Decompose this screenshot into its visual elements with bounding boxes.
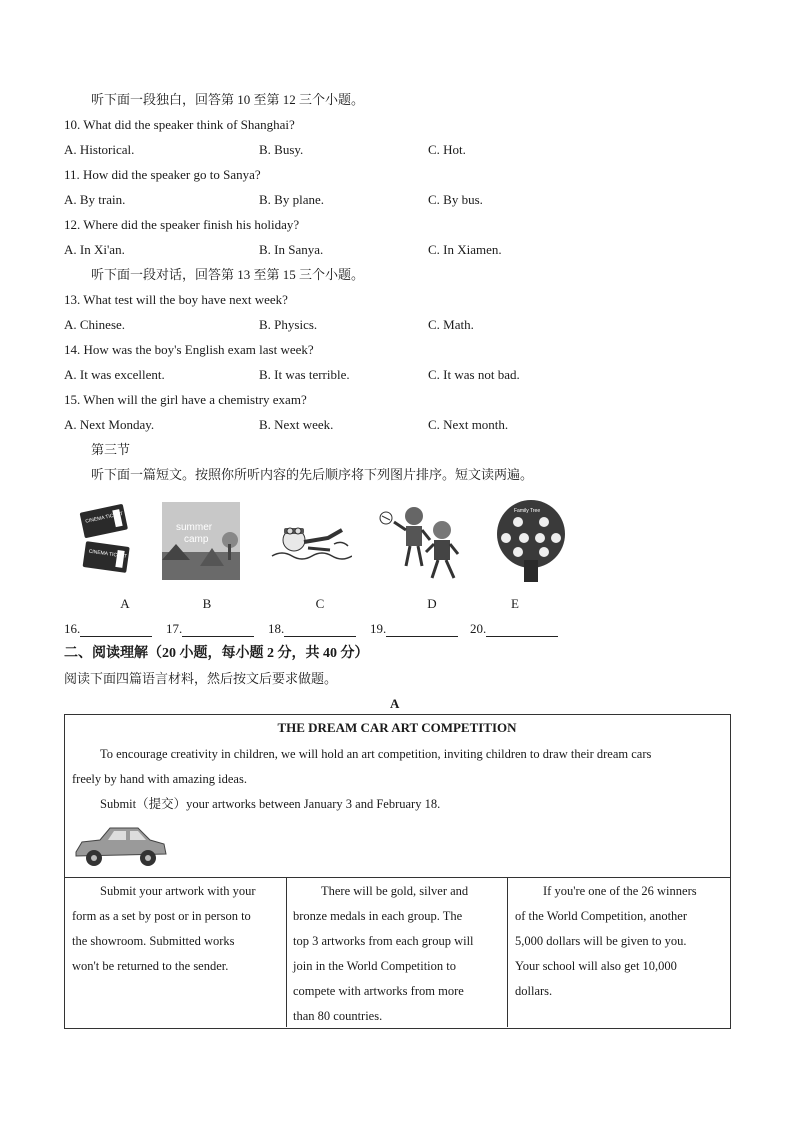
q14-option-c: C. It was not bad. [428,367,520,382]
monologue-intro: 听下面一段独白，回答第 10 至第 12 三个小题。 [91,92,365,107]
ad-column-1 [72,879,282,979]
answer-blank-19[interactable] [370,621,458,637]
col2-line: bronze medals in each group. The [293,909,463,923]
summer-camp-picture [160,500,242,582]
col2-line: compete with artworks from more [293,984,464,998]
answer-blank-16[interactable] [64,621,152,637]
ad-para2: Submit（提交）your artworks between January 3 and February 18. [100,797,441,811]
q12-option-c: C. In Xiamen. [428,242,502,257]
ad-title: THE DREAM CAR ART COMPETITION [277,720,517,735]
passage-label: A [390,696,400,711]
col3-line: dollars. [515,984,553,998]
picture-label-c: C [315,596,325,611]
q12-option-b: B. In Sanya. [259,242,324,257]
col1-line: won't be returned to the sender. [72,959,229,973]
col2-line: top 3 artworks from each group will [293,934,474,948]
col3-line: 5,000 dollars will be given to you. [515,934,687,948]
section3-intro: 听下面一篇短文。按照你所听内容的先后顺序将下列图片排序。短文读两遍。 [91,467,534,482]
q13-option-c: C. Math. [428,317,474,332]
ad-divider [64,877,730,878]
children-playing-ball-picture [376,500,462,582]
col2-line: There will be gold, silver and [321,884,469,898]
section3-title: 第三节 [91,442,131,457]
col2-line: join in the World Competition to [293,959,456,973]
question-15: 15. When will the girl have a chemistry exam? [64,392,307,407]
camp-text-camp: camp [184,534,209,545]
q10-option-a: A. Historical. [64,142,135,157]
picture-label-b: B [202,596,212,611]
question-10: 10. What did the speaker think of Shanghai? [64,117,295,132]
blank-20-number: 20. [470,621,487,636]
q11-option-a: A. By train. [64,192,126,207]
blank-18-number: 18. [268,621,285,636]
camp-text-summer: summer [176,522,213,533]
col3-line: If you're one of the 26 winners [543,884,697,898]
ad-para1-line2: freely by hand with amazing ideas. [72,772,247,786]
q14-option-b: B. It was terrible. [259,367,350,382]
q12-option-a: A. In Xi'an. [64,242,125,257]
col1-line: Submit your artwork with your [100,884,256,898]
reading-section-title: 二、阅读理解（20 小题，每小题 2 分，共 40 分） [64,646,369,661]
dialogue-intro: 听下面一段对话，回答第 13 至第 15 三个小题。 [91,267,365,282]
question-11: 11. How did the speaker go to Sanya? [64,167,261,182]
col3-line: Your school will also get 10,000 [515,959,677,973]
ad-column-3 [515,879,727,1004]
answer-blank-17[interactable] [166,621,254,637]
blank-19-number: 19. [370,621,387,636]
ad-para1-line1: To encourage creativity in children, we will hold an art competition, inviting children to draw their dream cars [100,747,652,761]
q15-option-a: A. Next Monday. [64,417,155,432]
ticket-1-text: CINEMA TICKET [84,510,124,525]
picture-label-d: D [427,596,437,611]
blank-17-number: 17. [166,621,183,636]
q13-option-b: B. Physics. [259,317,318,332]
blank-16-number: 16. [64,621,81,636]
q10-option-c: C. Hot. [428,142,466,157]
q10-option-b: B. Busy. [259,142,304,157]
q14-option-a: A. It was excellent. [64,367,165,382]
col2-line: than 80 countries. [293,1009,383,1023]
q15-option-b: B. Next week. [259,417,334,432]
swimming-boy-picture [268,500,352,582]
col3-line: of the World Competition, another [515,909,687,923]
q11-option-c: C. By bus. [428,192,483,207]
picture-label-e: E [511,596,519,611]
cinema-tickets-picture [76,500,134,582]
family-tree-text: Family Tree [514,508,541,514]
ticket-2-text: CINEMA TICKET [88,548,128,560]
reading-instruction: 阅读下面四篇语言材料，然后按文后要求做题。 [64,671,338,686]
ad-col-divider-1 [286,877,287,1027]
ad-col-divider-2 [507,877,508,1027]
q11-option-b: B. By plane. [259,192,324,207]
question-13: 13. What test will the boy have next week? [64,292,288,307]
answer-blank-20[interactable] [470,621,558,637]
question-14: 14. How was the boy's English exam last week? [64,342,314,357]
answer-blank-18[interactable] [268,621,356,637]
car-picture [72,822,168,868]
col1-line: form as a set by post or in person to [72,909,251,923]
q13-option-a: A. Chinese. [64,317,126,332]
q15-option-c: C. Next month. [428,417,509,432]
family-tree-picture [488,500,574,582]
question-12: 12. Where did the speaker finish his holiday? [64,217,300,232]
picture-label-a: A [120,596,130,611]
col1-line: the showroom. Submitted works [72,934,235,948]
ad-column-2 [293,879,505,1029]
